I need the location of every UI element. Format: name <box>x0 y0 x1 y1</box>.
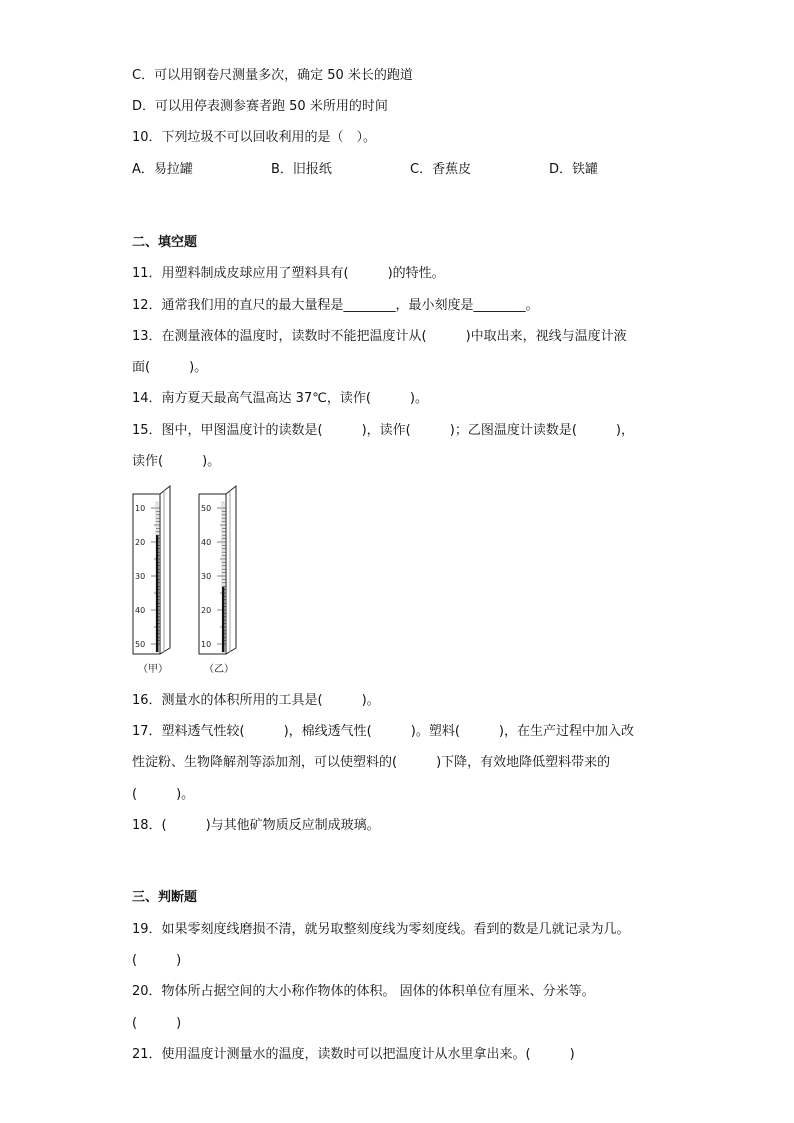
q21: 21．使用温度计测量水的温度，读数时可以把温度计从水里拿出来。( ) <box>132 1047 575 1062</box>
q20-answer-blank: ( ) <box>132 1016 182 1031</box>
q10-option-d: D．铁罐 <box>549 162 599 177</box>
section-title-fill-in: 二、填空题 <box>132 235 198 250</box>
q19: 19．如果零刻度线磨损不清，就另取整刻度线为零刻度线。看到的数是几就记录为几。 <box>132 922 630 937</box>
tick-label: 30 <box>201 572 212 581</box>
tick-label: 50 <box>201 504 212 513</box>
q10-option-c: C．香蕉皮 <box>410 162 472 177</box>
q14: 14．南方夏天最高气温高达 37℃，读作( )。 <box>132 391 428 406</box>
q15-line2: 读作( )。 <box>132 454 221 469</box>
tick-label: 40 <box>135 606 146 615</box>
q17-line1: 17．塑料透气性较( )，棉线透气性( )。塑料( )，在生产过程中加入改 <box>132 724 634 739</box>
tick-label: 40 <box>201 538 212 547</box>
q17-line3: ( )。 <box>132 787 195 802</box>
tick-label: 50 <box>135 640 146 649</box>
tick-label: 20 <box>135 538 146 547</box>
q13-line2: 面( )。 <box>132 360 208 375</box>
q9-option-d: D．可以用停表测参赛者跑 50 米所用的时间 <box>132 99 388 114</box>
q12: 12．通常我们用的直尺的最大量程是________，最小刻度是________。 <box>132 298 539 313</box>
q9-option-c: C．可以用钢卷尺测量多次，确定 50 米长的跑道 <box>132 68 413 83</box>
q19-answer-blank: ( ) <box>132 953 182 968</box>
thermometer-caption: （甲） <box>138 664 168 675</box>
section-title-judgement: 三、判断题 <box>132 890 198 905</box>
q10-stem: 10．下列垃圾不可以回收利用的是（ ）。 <box>132 130 377 145</box>
tick-label: 30 <box>135 572 146 581</box>
thermometer-diagram <box>130 484 250 676</box>
thermometer-1 <box>133 486 170 675</box>
q10-options <box>132 161 692 179</box>
q16: 16．测量水的体积所用的工具是( )。 <box>132 693 380 708</box>
q17-line2: 性淀粉、生物降解剂等添加剂，可以使塑料的( )下降，有效地降低塑料带来的 <box>132 755 611 770</box>
liquid-column <box>222 587 225 652</box>
q13-line1: 13．在测量液体的温度时，读数时不能把温度计从( )中取出来，视线与温度计液 <box>132 329 627 344</box>
thermometer-2 <box>199 486 236 675</box>
q10-option-b: B．旧报纸 <box>271 162 332 177</box>
q15-line1: 15．图中，甲图温度计的读数是( )，读作( )；乙图温度计读数是( )， <box>132 423 634 438</box>
q10-option-a: A．易拉罐 <box>132 162 193 177</box>
thermometer-figure <box>130 484 250 676</box>
q11: 11．用塑料制成皮球应用了塑料具有( )的特性。 <box>132 266 445 281</box>
thermometer-caption: （乙） <box>204 664 234 675</box>
tick-label: 20 <box>201 606 212 615</box>
tick-label: 10 <box>135 504 146 513</box>
tick-label: 10 <box>201 640 212 649</box>
q18: 18．( )与其他矿物质反应制成玻璃。 <box>132 818 380 833</box>
q20: 20．物体所占据空间的大小称作物体的体积。 固体的体积单位有厘米、分米等。 <box>132 984 595 999</box>
liquid-column <box>156 535 159 652</box>
